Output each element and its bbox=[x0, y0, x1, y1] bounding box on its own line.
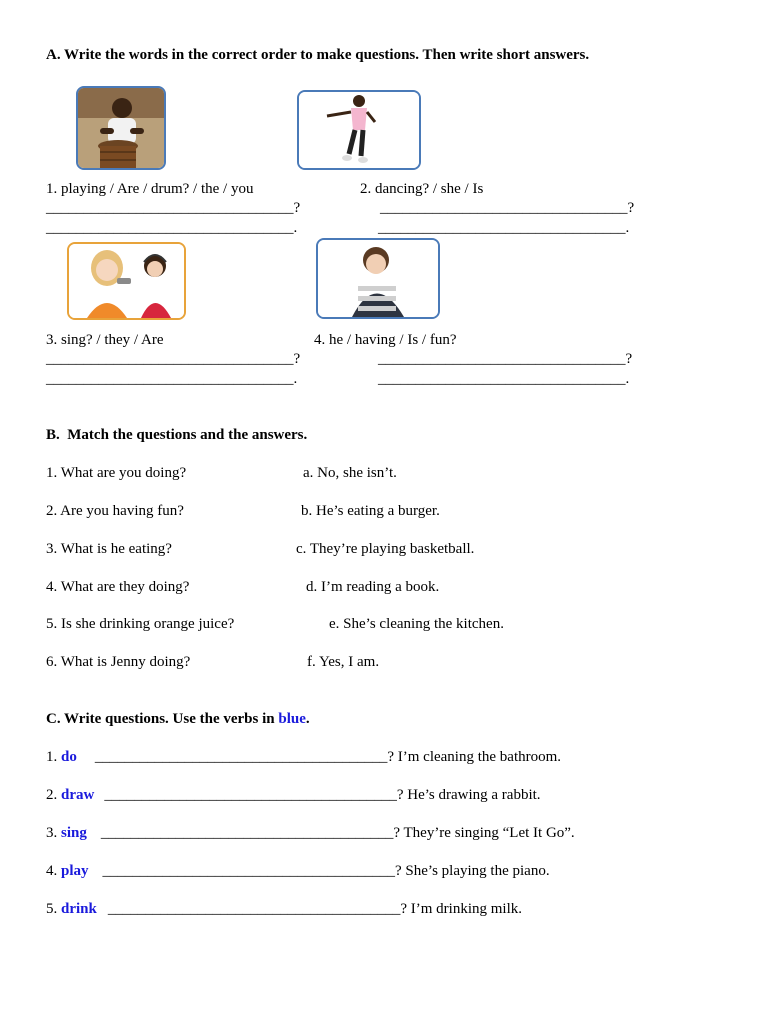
match-question-5: 5. Is she drinking orange juice? bbox=[46, 616, 235, 632]
item-number: 4. bbox=[46, 863, 61, 879]
answer-text-c3: ? They’re singing “Let It Go”. bbox=[393, 825, 575, 841]
answer-line-c3[interactable]: _______________________________________ bbox=[100, 825, 394, 841]
match-answer-e: e. She’s cleaning the kitchen. bbox=[329, 616, 504, 632]
match-question-1: 1. What are you doing? bbox=[46, 465, 187, 481]
answer-line-a4-question[interactable]: _________________________________? bbox=[378, 351, 633, 367]
match-answer-a: a. No, she isn’t. bbox=[303, 465, 397, 481]
exercise-c-item-5 bbox=[46, 901, 522, 918]
exercise-c-item-1 bbox=[46, 749, 561, 766]
question-a3-prompt: 3. sing? / they / Are bbox=[46, 332, 164, 348]
girls-singing-photo bbox=[67, 242, 186, 320]
item-number: 5. bbox=[46, 901, 61, 917]
verb-play: play bbox=[61, 863, 89, 879]
answer-line-a2-question[interactable]: _________________________________? bbox=[380, 200, 635, 216]
answer-line-a1-short[interactable]: _________________________________. bbox=[46, 220, 298, 236]
match-question-2: 2. Are you having fun? bbox=[46, 503, 184, 519]
boy-sitting-photo bbox=[316, 238, 440, 319]
match-answer-f: f. Yes, I am. bbox=[307, 654, 380, 670]
match-answer-d: d. I’m reading a book. bbox=[306, 579, 440, 595]
answer-line-a3-short[interactable]: _________________________________. bbox=[46, 371, 298, 387]
verb-do: do bbox=[61, 749, 77, 765]
verb-drink: drink bbox=[61, 901, 97, 917]
section-c-title-period: . bbox=[305, 711, 310, 727]
answer-line-c4[interactable]: _______________________________________ bbox=[102, 863, 396, 879]
answer-text-c5: ? I’m drinking milk. bbox=[400, 901, 523, 917]
match-answer-c: c. They’re playing basketball. bbox=[296, 541, 475, 557]
verb-draw: draw bbox=[61, 787, 95, 803]
answer-text-c1: ? I’m cleaning the bathroom. bbox=[387, 749, 562, 765]
answer-line-c5[interactable]: _______________________________________ bbox=[107, 901, 401, 917]
girl-dancing-photo bbox=[297, 90, 421, 170]
section-b-title: B. Match the questions and the answers. bbox=[46, 427, 308, 443]
item-number: 2. bbox=[46, 787, 61, 803]
verb-sing: sing bbox=[61, 825, 87, 841]
answer-line-c2[interactable]: _______________________________________ bbox=[104, 787, 397, 803]
match-question-4: 4. What are they doing? bbox=[46, 579, 190, 595]
answer-line-a2-short[interactable]: _________________________________. bbox=[378, 220, 630, 236]
section-c-title bbox=[46, 711, 310, 728]
answer-line-a4-short[interactable]: _________________________________. bbox=[378, 371, 630, 387]
item-number: 1. bbox=[46, 749, 61, 765]
answer-text-c4: ? She’s playing the piano. bbox=[395, 863, 550, 879]
answer-text-c2: ? He’s drawing a rabbit. bbox=[396, 787, 541, 803]
match-question-3: 3. What is he eating? bbox=[46, 541, 172, 557]
item-number: 3. bbox=[46, 825, 61, 841]
exercise-c-item-4 bbox=[46, 863, 550, 880]
answer-line-a3-question[interactable]: _________________________________? bbox=[46, 351, 301, 367]
exercise-c-item-2 bbox=[46, 787, 541, 804]
boy-drumming-photo bbox=[76, 86, 166, 170]
exercise-c-item-3 bbox=[46, 825, 575, 842]
section-c-title-text: C. Write questions. Use the verbs in bbox=[46, 711, 279, 727]
match-answer-b: b. He’s eating a burger. bbox=[301, 503, 440, 519]
section-a-title: A. Write the words in the correct order to make questions. Then write short answers. bbox=[46, 47, 590, 63]
section-c-title-blue-word: blue bbox=[278, 711, 306, 727]
match-question-6: 6. What is Jenny doing? bbox=[46, 654, 191, 670]
question-a4-prompt: 4. he / having / Is / fun? bbox=[314, 332, 457, 348]
question-a2-prompt: 2. dancing? / she / Is bbox=[360, 181, 484, 197]
answer-line-a1-question[interactable]: _________________________________? bbox=[46, 200, 301, 216]
question-a1-prompt: 1. playing / Are / drum? / the / you bbox=[46, 181, 254, 197]
answer-line-c1[interactable]: _______________________________________ bbox=[94, 749, 388, 765]
